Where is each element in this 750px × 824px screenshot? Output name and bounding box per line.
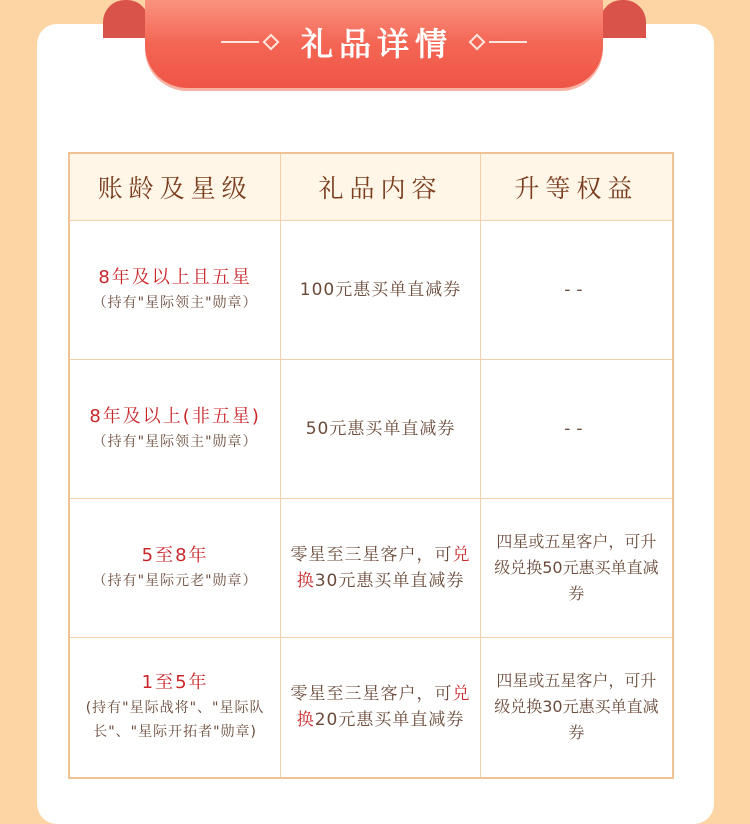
badge-note: （持有"星际元老"勋章） [92,573,258,589]
table-row [69,499,673,638]
upgrade-cell [480,499,673,638]
page-title: 礼品详情 [300,25,453,63]
gift-text-highlight: 兑换 [296,684,471,731]
column-header-account-age: 账龄及星级 [69,153,281,221]
upgrade-text: -- [564,280,589,300]
gift-text: 100元惠买单直减券 [299,280,462,300]
gift-text [289,681,472,733]
title-banner [145,0,603,88]
gift-text: 50元惠买单直减券 [305,419,456,439]
upgrade-cell [480,360,673,499]
age-cell [69,499,281,638]
table-row [69,221,673,360]
diamond-icon [262,34,279,51]
age-level: 8年及以上(非五星) [89,406,261,427]
age-level: 5至8年 [141,545,209,566]
upgrade-text: -- [564,419,589,439]
table-row [69,360,673,499]
gift-text-suffix: 20元惠买单直减券 [314,710,465,731]
title-decoration-left [221,36,283,48]
upgrade-cell [480,221,673,360]
gift-text-prefix: 零星至三星客户，可 [290,684,453,705]
upgrade-text: 四星或五星客户，可升级兑换30元惠买单直减券 [494,671,659,743]
upgrade-cell [480,638,673,778]
badge-note: (持有"星际战将"、"星际队长"、"星际开拓者"勋章) [85,700,265,741]
age-level: 1至5年 [141,672,209,694]
upgrade-text: 四星或五星客户，可升级兑换50元惠买单直减券 [494,532,659,603]
banner-ribbon-right [600,0,646,38]
age-cell [69,221,281,360]
gift-text-suffix: 30元惠买单直减券 [314,571,465,591]
gift-table [68,152,674,779]
banner-ribbon-left [103,0,149,38]
gift-cell [281,221,481,360]
gift-cell [281,638,481,778]
gift-text-prefix: 零星至三星客户，可 [290,545,453,565]
column-header-upgrade: 升等权益 [480,153,673,221]
age-cell [69,360,281,499]
title-decoration-right [465,36,527,48]
diamond-icon [469,34,486,51]
age-level: 8年及以上且五星 [98,267,252,288]
gift-text-highlight: 兑换 [296,545,471,591]
badge-note: （持有"星际领主"勋章） [92,434,258,450]
gift-cell [281,499,481,638]
gift-text [289,542,472,594]
column-header-gift: 礼品内容 [281,153,481,221]
age-cell [69,638,281,778]
badge-note: （持有"星际领主"勋章） [92,295,258,311]
gift-cell [281,360,481,499]
table-row [69,638,673,778]
